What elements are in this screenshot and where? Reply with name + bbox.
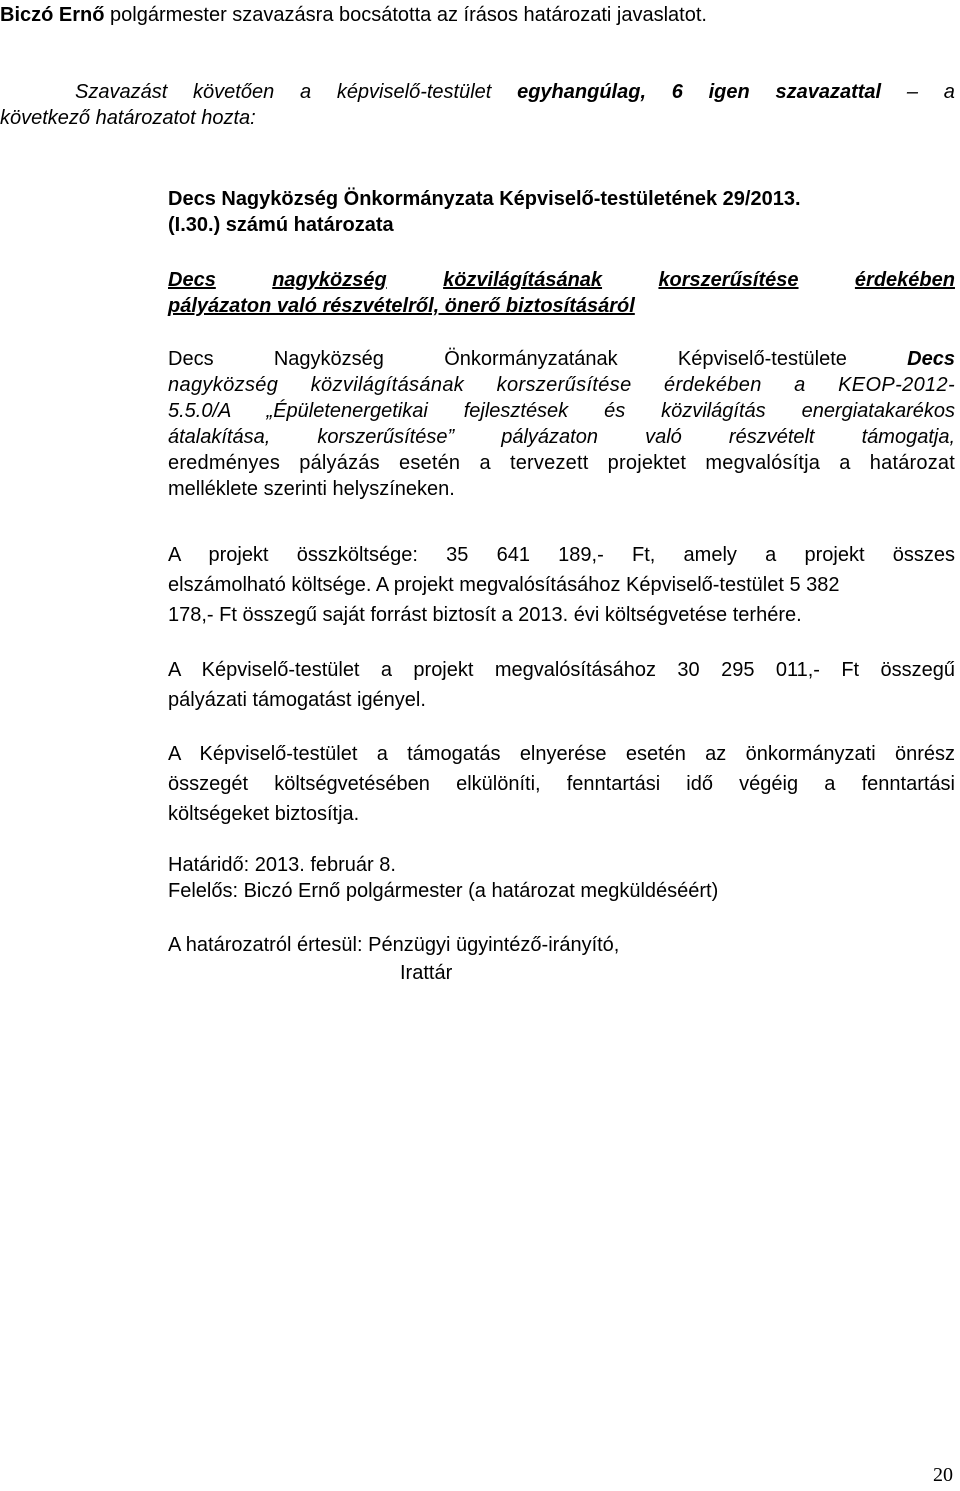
vote-word: Szavazást [75,81,168,103]
subject-line-2: pályázaton való részvételről, önerő biztosításáról [168,295,635,317]
vote-word: képviselő-testület [336,81,492,103]
para4-line-2: összegét költségvetésében elkülöníti, fenntartási idő végéig a fenntartási [168,773,955,795]
notified-line-2: Irattár [400,962,453,984]
para1-word: Decs [907,348,955,370]
para1-line-3-text: 5.5.0/A „Épületenergetikai fejlesztések és közvilágítás energiatakarékos [168,400,955,422]
subject-word: érdekében [854,269,955,291]
notified-line-1: A határozatról értesül: Pénzügyi ügyintéző-irányító, [168,934,620,956]
para1-word: támogatja, [861,426,955,448]
page-number: 20 [933,1464,953,1486]
subject-word: korszerűsítése [658,269,799,291]
para1-word: átalakítása, [168,426,271,448]
vote-word: – [906,81,918,103]
responsible: Felelős: Biczó Ernő polgármester (a határozat megküldéséért) [168,880,719,902]
para1-word: pályázaton [501,426,598,448]
para2-line-1: A projekt összköltsége: 35 641 189,- Ft, amely a projekt összes [168,544,955,566]
subject-word: nagyközség [272,269,387,291]
vote-word: szavazattal [775,81,882,103]
para1-word: Képviselő-testülete [677,348,847,370]
para4-line-3: költségeket biztosítja. [168,803,360,825]
para3-line-2: pályázati támogatást igényel. [168,689,426,711]
para1-word: Decs [168,348,214,370]
vote-word: 6 [671,81,683,103]
para1-line-2: nagyközség közvilágításának korszerűsítése érdekében a KEOP-2012- [168,374,955,396]
para1-line-6: melléklete szerinti helyszíneken. [168,478,455,500]
mayor-name: Biczó Ernő [0,4,105,26]
para2-line-2: elszámolható költsége. A projekt megvalósításához Képviselő-testület 5 382 [168,574,840,596]
intro-text: polgármester szavazásra bocsátotta az írásos határozati javaslatot. [104,4,707,26]
para1-word: Nagyközség [273,348,384,370]
para1-word: Önkormányzatának [444,348,618,370]
vote-word: igen [708,81,750,103]
resolution-title-line-2: (I.30.) számú határozata [168,214,394,236]
para1-word: való [645,426,682,448]
para2-line-3: 178,- Ft összegű saját forrást biztosít a 2013. évi költségvetése terhére. [168,604,802,626]
subject-word: Decs [168,269,216,291]
para1-line-5: eredményes pályázás esetén a tervezett projektet megvalósítja a határozat [168,452,955,474]
vote-word: követően [193,81,275,103]
intro-line [0,3,707,27]
vote-word: a [299,81,312,103]
subject-word: közvilágításának [443,269,603,291]
vote-word: egyhangúlag, [517,81,646,103]
subject-line-1 [168,268,955,292]
para1-line-4 [168,425,955,449]
para1-word: korszerűsítése” [317,426,455,448]
vote-line-1 [75,80,955,104]
deadline: Határidő: 2013. február 8. [168,854,396,876]
para3-line-1: A Képviselő-testület a projekt megvalósításához 30 295 011,- Ft összegű [168,659,955,681]
vote-word: a [943,81,955,103]
vote-line-2: következő határozatot hozta: [0,107,256,129]
para1-word: részvételt [728,426,815,448]
para1-line-3 [168,399,955,423]
resolution-title-line-1: Decs Nagyközség Önkormányzata Képviselő-testületének 29/2013. [168,188,801,210]
para4-line-1: A Képviselő-testület a támogatás elnyerése esetén az önkormányzati önrész [168,743,955,765]
para1-line-1 [168,347,955,371]
